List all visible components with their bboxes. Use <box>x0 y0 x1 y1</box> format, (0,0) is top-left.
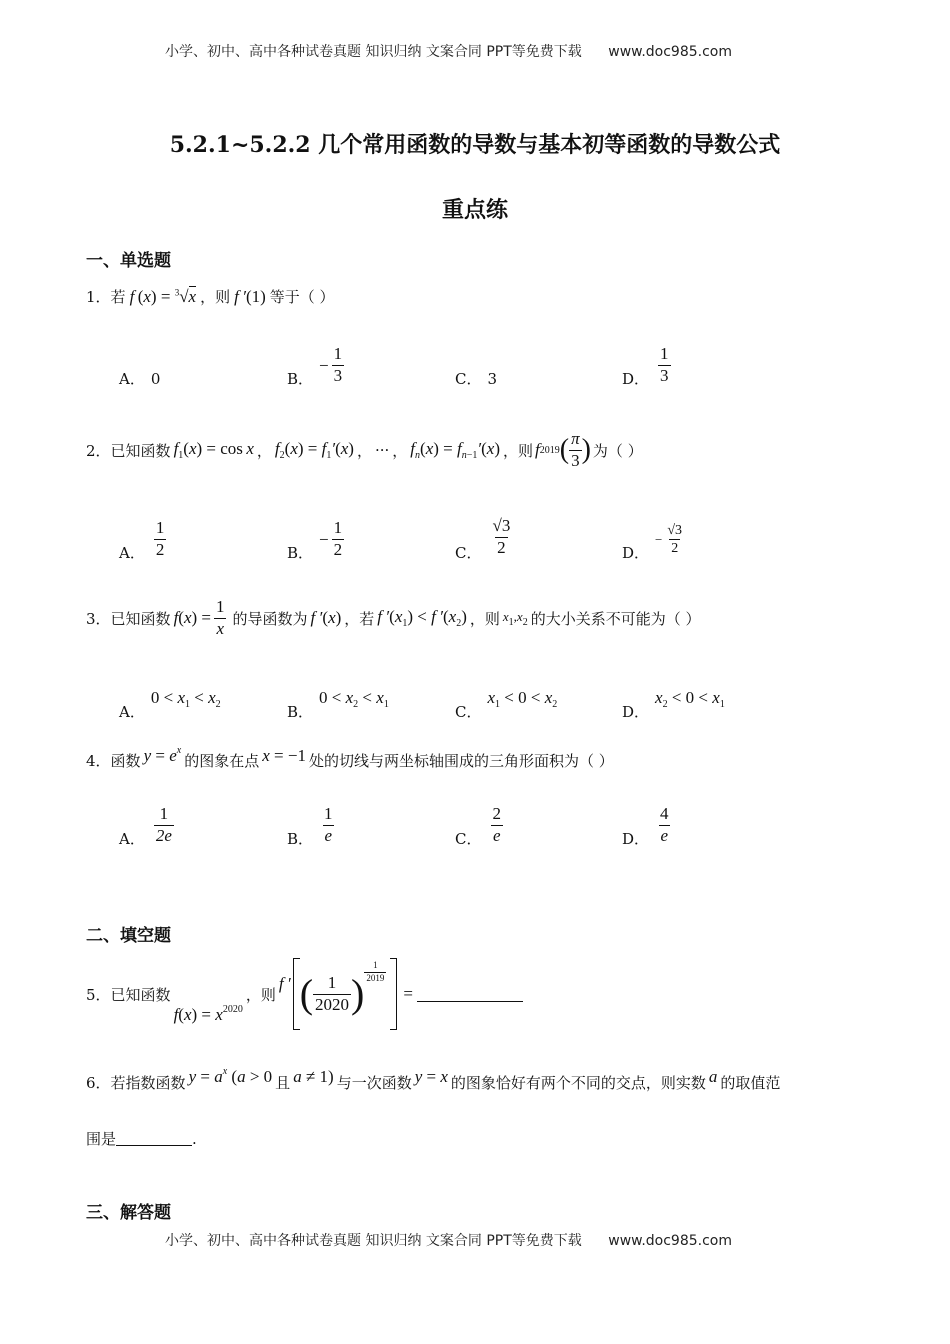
q1-option-c[interactable]: C． 3 <box>455 369 498 388</box>
footer-url[interactable]: www.doc985.com <box>608 1233 732 1249</box>
q2-formula-target: f 2019 ( $\frac{\pi}{3}$ ) <box>535 429 591 470</box>
q3-option-a[interactable]: A． $0 < x_1 < x_2$ <box>119 687 221 721</box>
q1-option-d[interactable]: D． $\frac{1}{3}$ <box>622 344 669 388</box>
page-footer <box>165 1230 732 1250</box>
fraction: $\frac{1}{2}$ <box>333 518 343 559</box>
question-3: 3． 已知函数 f ( x ) = $\frac{1}{x}$ 的导函数为 f ′(x) ，若 f $'(x_1) < f$ $'(x_2)$ ，则 $x_1,x_2$ 的大小关系不可能为（ ） <box>86 597 701 638</box>
q5-function: $f(x) = x^{2020}$ <box>173 1003 243 1024</box>
section-single-choice: 一、单选题 <box>86 251 171 271</box>
page-subtitle: 重点练 <box>441 197 508 223</box>
section-fill-blank: 二、填空题 <box>86 926 171 946</box>
q5-answer-blank[interactable] <box>417 1001 523 1002</box>
footer-text: 小学、初中、高中各种试卷真题 知识归纳 文案合同 PPT等免费下载 <box>165 1233 582 1249</box>
question-6: 6． 若指数函数 $y = a^x$ (a > 0 且 a ≠ 1) 与一次函数 y = x 的图象恰好有两个不同的交点，则实数 a 的取值范 <box>86 1066 781 1092</box>
q6-function: $y = a^x$ (a > 0 <box>188 1066 273 1086</box>
q2-formula-f1: $f_1(x) = \cos x$ <box>173 439 254 462</box>
q2-option-b[interactable]: B． − $\frac{1}{2}$ <box>287 518 343 562</box>
q1-derivative: f ′(1) <box>234 286 266 306</box>
q2-option-c[interactable]: C． $\frac{√3}{2}$ <box>455 516 511 562</box>
question-5: 5． 已知函数 $f(x) = x^{2020}$ ，则 f ′ ( $\frac{1}{2020}$ ) $\frac{1}{2019}$ = <box>86 958 523 1030</box>
fraction: $\frac{1}{2}$ <box>155 518 165 559</box>
q3-inequality: f $'(x_1) < f$ $'(x_2)$ <box>377 607 467 630</box>
question-4: 4． 函数 $y = e^x$ 的图象在点 x = −1 处的切线与两坐标轴围成的三角形面积为（ ） <box>86 745 614 770</box>
page-title: 5.2.1~5.2.2 几个常用函数的导数与基本初等函数的导数公式 <box>169 132 781 158</box>
question-2: 2． 已知函数 $f_1(x) = \cos x$ ， $f_2(x) = f_1'(x)$ ， ··· ， $f_n(x) = f_{n-1}'(x)$ ，则 f 2019 ( $\frac{\pi}{3}$ ) 为（ ） <box>86 429 643 470</box>
q3-option-b[interactable]: B． $0 < x_2 < x_1$ <box>287 687 389 721</box>
q2-formula-f2: $f_2(x) = f_1'(x)$ <box>274 439 354 462</box>
q4-option-c[interactable]: C． $\frac{2}{e}$ <box>455 804 501 848</box>
q4-option-d[interactable]: D． $\frac{4}{e}$ <box>622 804 669 848</box>
q3-formula: f ( x ) = $\frac{1}{x}$ <box>173 597 225 638</box>
q2-formula-fn: $f_n(x) = f_{n-1}'(x)$ <box>410 439 500 462</box>
q3-option-c[interactable]: C． $x_1 < 0 < x_2$ <box>455 687 558 721</box>
page-header <box>165 41 732 61</box>
fraction: $\frac{1}{e}$ <box>324 804 333 845</box>
q1-option-b[interactable]: B． − $\frac{1}{3}$ <box>287 344 343 388</box>
q4-option-a[interactable]: A． $\frac{1}{2e}$ <box>119 804 172 848</box>
q4-point: x = −1 <box>262 745 306 765</box>
fraction: $\frac{√3}{2}$ <box>492 516 511 557</box>
q4-option-b[interactable]: B． $\frac{1}{e}$ <box>287 804 333 848</box>
q3-option-d[interactable]: D． $x_2 < 0 < x_1$ <box>622 687 725 721</box>
fraction: $\frac{2}{e}$ <box>492 804 501 845</box>
fraction: $\frac{4}{e}$ <box>660 804 669 845</box>
q2-option-d[interactable]: D． − $\frac{√3}{2}$ <box>622 522 683 562</box>
header-text: 小学、初中、高中各种试卷真题 知识归纳 文案合同 PPT等免费下载 <box>165 44 582 60</box>
fraction: $\frac{1}{3}$ <box>333 344 343 385</box>
fraction: $\frac{1}{2e}$ <box>155 804 172 845</box>
header-url[interactable]: www.doc985.com <box>608 44 732 60</box>
q6-var-a: a <box>708 1066 718 1086</box>
q2-option-a[interactable]: A． $\frac{1}{2}$ <box>119 518 165 562</box>
q4-function: $y = e^x$ <box>143 745 182 765</box>
q6-condition: a ≠ 1) <box>293 1066 334 1086</box>
q1-formula: f (x) = $^3$√x <box>129 286 197 306</box>
fraction: $\frac{√3}{2}$ <box>667 522 683 556</box>
q6-linear: y = x <box>414 1066 448 1086</box>
question-6-line2: 围是 . <box>86 1129 197 1148</box>
q5-expression: f ′ ( $\frac{1}{2020}$ ) $\frac{1}{2019}$ = <box>279 958 413 1030</box>
section-solution: 三、解答题 <box>86 1203 171 1223</box>
q6-answer-blank[interactable] <box>116 1131 192 1146</box>
question-1: 1． 若 f (x) = $^3$√x ，则 f ′(1) 等于（ ） <box>86 286 335 306</box>
q3-derivative: f ′(x) <box>310 608 342 628</box>
fraction: $\frac{1}{3}$ <box>660 344 669 385</box>
q1-option-a[interactable]: A． 0 <box>119 369 161 388</box>
q3-vars: $x_1,x_2$ <box>502 608 528 628</box>
